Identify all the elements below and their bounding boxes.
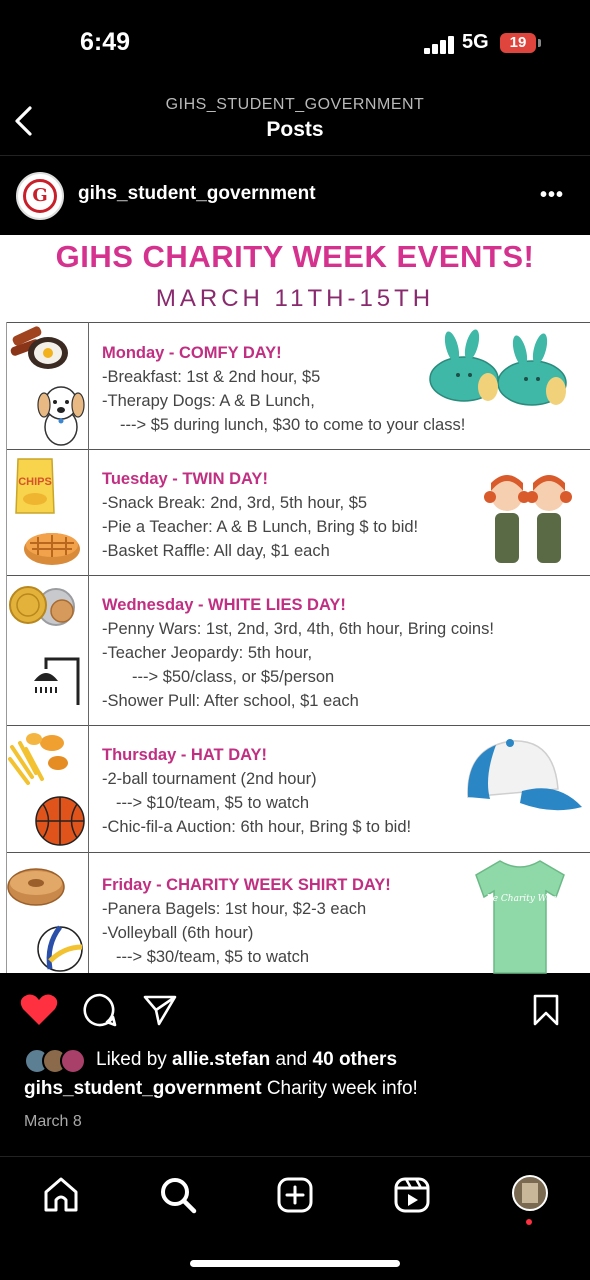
thursday-line: -Chic-fil-a Auction: 6th hour, Bring $ to bid! bbox=[102, 818, 412, 836]
comment-icon[interactable] bbox=[82, 992, 118, 1028]
tuesday-block bbox=[102, 467, 582, 563]
volleyball-icon bbox=[36, 925, 84, 973]
fries-icon bbox=[6, 729, 70, 785]
monday-header: Monday - COMFY DAY! bbox=[102, 344, 282, 362]
wednesday-line: ---> $50/class, or $5/person bbox=[132, 668, 335, 686]
row-divider bbox=[6, 725, 590, 726]
monday-line: -Therapy Dogs: A & B Lunch, bbox=[102, 392, 315, 410]
battery-tip bbox=[538, 39, 541, 47]
home-icon[interactable] bbox=[41, 1175, 81, 1215]
caption-text: Charity week info! bbox=[261, 1078, 418, 1099]
monday-block bbox=[102, 341, 582, 437]
friday-header: Friday - CHARITY WEEK SHIRT DAY! bbox=[102, 876, 391, 894]
shower-icon bbox=[30, 655, 84, 707]
reels-icon[interactable] bbox=[392, 1175, 432, 1215]
wednesday-line: -Shower Pull: After school, $1 each bbox=[102, 692, 359, 710]
breakfast-icon bbox=[8, 323, 70, 373]
status-bar bbox=[0, 0, 590, 90]
more-options-icon[interactable]: ••• bbox=[540, 184, 565, 206]
liker-avatars bbox=[24, 1048, 92, 1074]
row-divider bbox=[6, 449, 590, 450]
avatar[interactable] bbox=[16, 172, 64, 220]
home-indicator bbox=[190, 1260, 400, 1267]
row-divider bbox=[6, 852, 590, 853]
pie-icon bbox=[22, 525, 82, 569]
bagel-icon bbox=[6, 863, 66, 907]
post-actions bbox=[0, 975, 590, 1039]
tuesday-line: -Snack Break: 2nd, 3rd, 5th hour, $5 bbox=[102, 494, 368, 512]
post-caption bbox=[24, 1078, 418, 1100]
table-column-divider bbox=[88, 322, 89, 973]
avatar-letter: G bbox=[32, 185, 48, 206]
flyer-dates: MARCH 11TH-15TH bbox=[155, 285, 435, 312]
row-divider bbox=[6, 322, 590, 323]
row-divider bbox=[6, 575, 590, 576]
thursday-line: ---> $10/team, $5 to watch bbox=[116, 794, 310, 812]
battery-icon: 19 bbox=[500, 33, 536, 53]
search-icon[interactable] bbox=[158, 1175, 198, 1215]
coins-icon bbox=[8, 585, 76, 627]
network-type: 5G bbox=[462, 31, 489, 53]
friday-line: -Panera Bagels: 1st hour, $2-3 each bbox=[102, 900, 367, 918]
wednesday-line: -Teacher Jeopardy: 5th hour, bbox=[102, 644, 313, 662]
shirt-text: Grosse Ile Charity Week 2024 bbox=[451, 894, 589, 904]
dog-icon bbox=[34, 381, 88, 447]
likes-text: Liked by allie.stefan and 40 others bbox=[96, 1049, 398, 1070]
bookmark-icon[interactable] bbox=[532, 993, 560, 1027]
thursday-header: Thursday - HAT DAY! bbox=[102, 746, 268, 764]
friday-block bbox=[102, 873, 582, 969]
heart-icon[interactable] bbox=[20, 993, 58, 1027]
monday-line: ---> $5 during lunch, $30 to come to your class! bbox=[120, 416, 466, 434]
account-name-caps: GIHS_STUDENT_GOVERNMENT bbox=[165, 96, 425, 113]
thursday-block bbox=[102, 743, 582, 839]
post-header bbox=[0, 160, 590, 234]
nav-header bbox=[0, 90, 590, 156]
liked-count[interactable]: 40 others bbox=[312, 1049, 398, 1070]
post-date: March 8 bbox=[24, 1113, 82, 1130]
liked-user[interactable]: allie.stefan bbox=[172, 1049, 271, 1070]
caption-username[interactable]: gihs_student_government bbox=[24, 1078, 262, 1099]
thursday-line: -2-ball tournament (2nd hour) bbox=[102, 770, 317, 788]
wednesday-line: -Penny Wars: 1st, 2nd, 3rd, 4th, 6th hour, Bring coins! bbox=[102, 620, 494, 638]
status-time: 6:49 bbox=[80, 28, 131, 56]
tuesday-line: -Pie a Teacher: A & B Lunch, Bring $ to bid! bbox=[102, 518, 419, 536]
friday-line: -Volleyball (6th hour) bbox=[102, 924, 254, 942]
signal-icon bbox=[424, 34, 456, 54]
tuesday-header: Tuesday - TWIN DAY! bbox=[102, 470, 268, 488]
chips-label: CHIPS bbox=[18, 476, 52, 488]
chips-bag-icon bbox=[12, 453, 58, 517]
friday-line: ---> $30/team, $5 to watch bbox=[116, 948, 310, 966]
header-divider bbox=[0, 155, 590, 156]
wednesday-header: Wednesday - WHITE LIES DAY! bbox=[102, 596, 346, 614]
wednesday-block bbox=[102, 593, 582, 713]
tuesday-line: -Basket Raffle: All day, $1 each bbox=[102, 542, 330, 560]
post-image[interactable] bbox=[0, 235, 590, 973]
post-username[interactable]: gihs_student_government bbox=[78, 183, 316, 204]
send-icon[interactable] bbox=[142, 993, 178, 1027]
basketball-icon bbox=[34, 795, 86, 847]
profile-avatar-icon[interactable] bbox=[510, 1175, 550, 1215]
notification-dot bbox=[526, 1219, 532, 1225]
monday-line: -Breakfast: 1st & 2nd hour, $5 bbox=[102, 368, 321, 386]
flyer-title: GIHS CHARITY WEEK EVENTS! bbox=[55, 239, 535, 274]
liker-avatar bbox=[60, 1048, 86, 1074]
create-post-icon[interactable] bbox=[275, 1175, 315, 1215]
page-title: Posts bbox=[266, 118, 324, 141]
